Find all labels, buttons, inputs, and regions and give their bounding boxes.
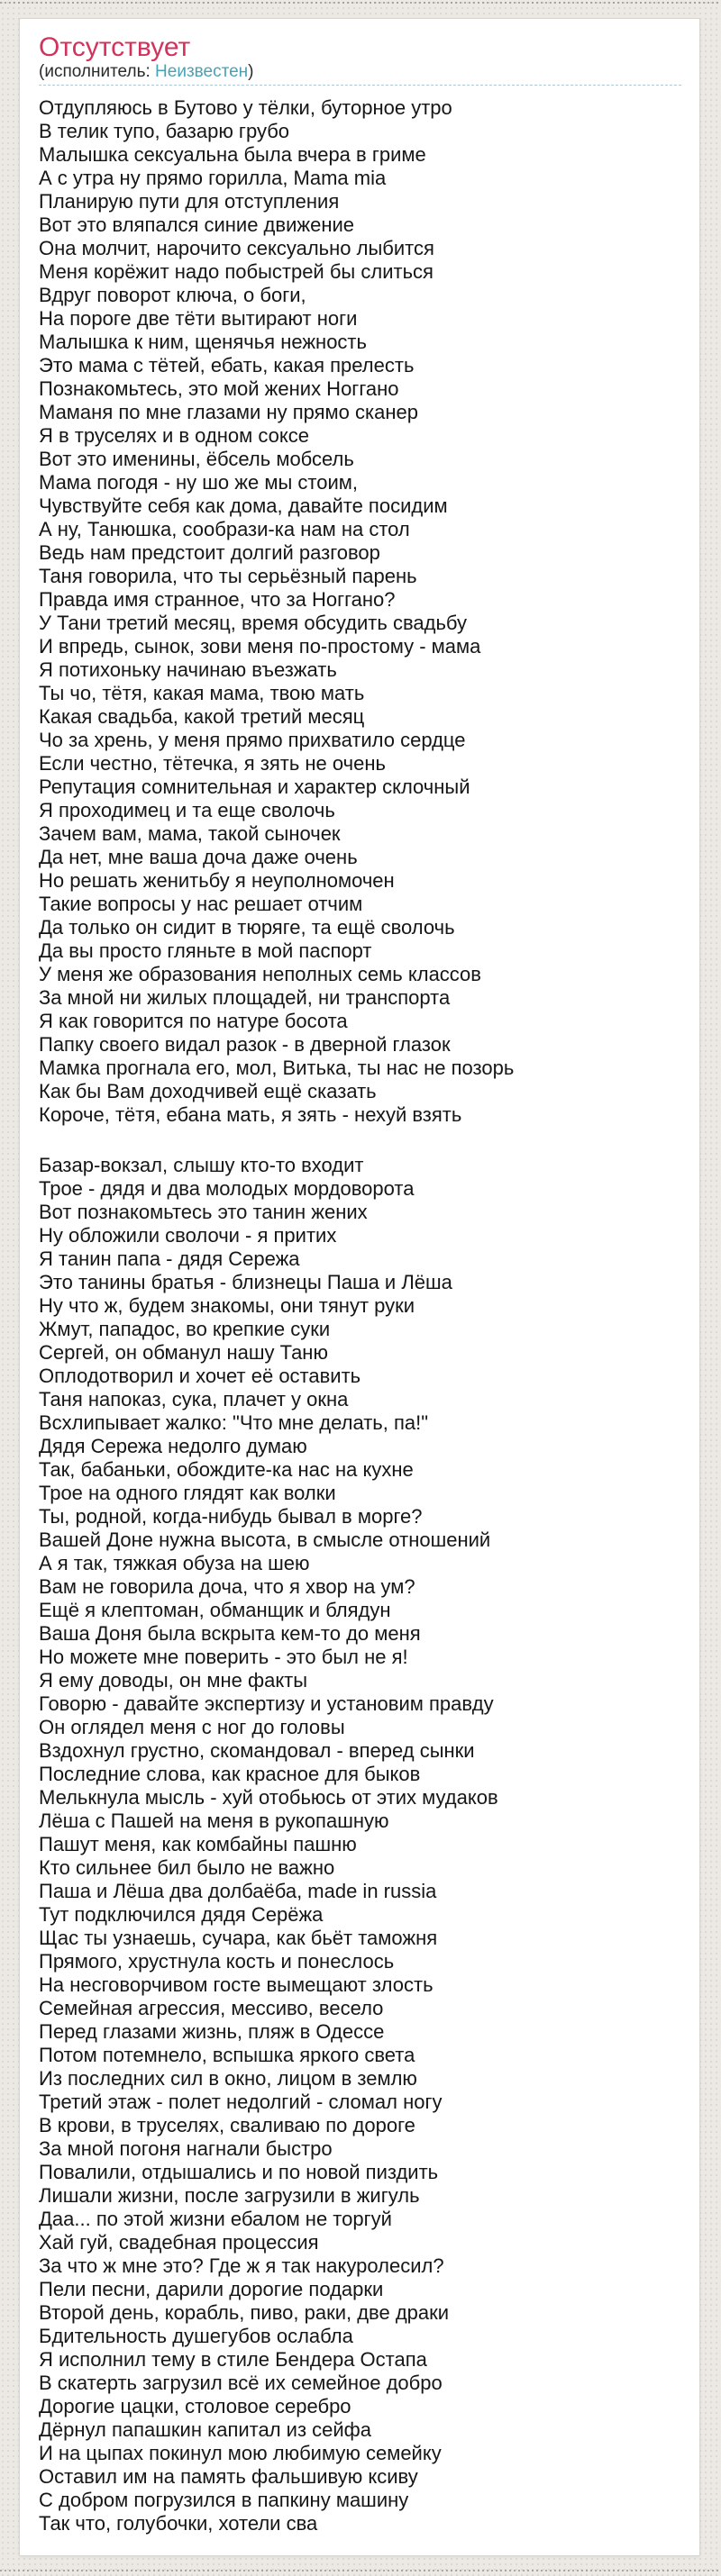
lyric-line: Такие вопросы у нас решает отчим: [39, 893, 363, 915]
lyric-line: Я проходимец и та еще сволочь: [39, 799, 335, 821]
lyric-line: Так что, голубочки, хотели сва: [39, 2512, 318, 2535]
lyric-line: Если честно, тётечка, я зять не очень: [39, 752, 386, 775]
lyric-line: На пороге две тёти вытирают ноги: [39, 307, 358, 330]
lyric-line: Я танин папа - дядя Сережа: [39, 1247, 300, 1270]
artist-line-suffix: ): [248, 62, 254, 81]
lyric-line: Паша и Лёша два долбаёба, made in russia: [39, 1880, 437, 1902]
lyric-line: Базар-вокзал, слышу кто-то входит: [39, 1154, 364, 1176]
lyric-line: Я как говорится по натуре босота: [39, 1010, 348, 1032]
lyric-line: Вашей Доне нужна высота, в смысле отношений: [39, 1528, 491, 1551]
lyric-line: Ведь нам предстоит долгий разговор: [39, 541, 380, 564]
lyric-line: Хай гуй, свадебная процессия: [39, 2231, 319, 2254]
lyric-line: Зачем вам, мама, такой сыночек: [39, 822, 341, 845]
lyric-line: Трое - дядя и два молодых мордоворота: [39, 1177, 415, 1200]
lyric-line: Вздохнул грустно, скомандовал - вперед сынки: [39, 1739, 475, 1762]
lyric-line: Но решать женитьбу я неуполномочен: [39, 869, 395, 892]
lyric-line: И на цыпах покинул мою любимую семейку: [39, 2442, 442, 2464]
lyric-line: Это мама с тётей, ебать, какая прелесть: [39, 354, 415, 376]
lyric-line: Так, бабаньки, обождите-ка нас на кухне: [39, 1458, 414, 1481]
lyric-line: Третий этаж - полет недолгий - сломал ногу: [39, 2091, 443, 2113]
lyric-line: Пели песни, дарили дорогие подарки: [39, 2278, 384, 2300]
lyric-line: Пашут меня, как комбайны пашню: [39, 1833, 357, 1855]
lyric-line: За мной ни жилых площадей, ни транспорта: [39, 986, 451, 1009]
lyric-line: На несговорчивом госте вымещают злость: [39, 1973, 434, 1996]
lyric-line: Да нет, мне ваша доча даже очень: [39, 846, 358, 868]
artist-label: (исполнитель:: [39, 62, 151, 81]
lyric-line: Повалили, отдышались и по новой пиздить: [39, 2161, 439, 2183]
lyric-line: Да вы просто гляньте в мой паспорт: [39, 939, 372, 962]
lyrics-card: [19, 18, 700, 2556]
lyric-line: А с утра ну прямо горилла, Mama mia: [39, 167, 387, 189]
stanza-1: [39, 96, 681, 1127]
lyric-line: За мной погоня нагнали быстро: [39, 2137, 333, 2160]
lyric-line: Трое на одного глядят как волки: [39, 1482, 336, 1504]
lyric-line: Всхлипывает жалко: "Что мне делать, па!": [39, 1411, 429, 1434]
lyric-line: Какая свадьба, какой третий месяц: [39, 705, 365, 728]
lyric-line: Это танины братья - близнецы Паша и Лёша: [39, 1271, 452, 1293]
lyric-line: Вдруг поворот ключа, о боги,: [39, 284, 306, 306]
lyric-line: Бдительность душегубов ослабла: [39, 2325, 353, 2347]
lyric-line: Чувствуйте себя как дома, давайте посидим: [39, 494, 448, 517]
lyric-line: Потом потемнело, вспышка яркого света: [39, 2044, 415, 2066]
lyric-line: Оставил им на память фальшивую ксиву: [39, 2465, 418, 2488]
lyric-line: В крови, в труселях, сваливаю по дороге: [39, 2114, 415, 2136]
lyric-line: И впредь, сынок, зови меня по-простому - мама: [39, 635, 481, 658]
lyric-line: Я ему доводы, он мне факты: [39, 1669, 308, 1692]
lyric-line: Но можете мне поверить - это был не я!: [39, 1646, 408, 1668]
lyric-line: Дядя Сережа недолго думаю: [39, 1435, 307, 1457]
lyric-line: Дорогие цацки, столовое серебро: [39, 2395, 351, 2417]
lyric-line: Чо за хрень, у меня прямо прихватило сердце: [39, 729, 466, 751]
lyric-line: Прямого, хрустнула кость и понеслось: [39, 1950, 395, 1973]
lyric-line: Перед глазами жизнь, пляж в Одессе: [39, 2020, 385, 2043]
lyric-line: Да только он сидит в тюряге, та ещё сволочь: [39, 916, 455, 939]
lyric-line: Малышка сексуальна была вчера в гриме: [39, 143, 426, 166]
lyric-line: Она молчит, нарочито сексуально лыбится: [39, 237, 434, 259]
lyric-line: Из последних сил в окно, лицом в землю: [39, 2067, 417, 2090]
lyric-line: Ты, родной, когда-нибудь бывал в морге?: [39, 1505, 423, 1528]
lyric-line: Вот познакомьтесь это танин жених: [39, 1201, 368, 1223]
lyric-line: Вам не говорила доча, что я хвор на ум?: [39, 1575, 415, 1598]
lyric-line: Он оглядел меня с ног до головы: [39, 1716, 345, 1738]
lyric-line: Кто сильнее бил было не важно: [39, 1856, 335, 1879]
lyric-line: А я так, тяжкая обуза на шею: [39, 1552, 310, 1574]
lyric-line: За что ж мне это? Где ж я так накуролесил?: [39, 2254, 444, 2277]
lyric-line: Мелькнула мысль - хуй отобьюсь от этих мудаков: [39, 1786, 498, 1809]
lyric-line: Оплодотворил и хочет её оставить: [39, 1365, 361, 1387]
lyric-line: Семейная агрессия, мессиво, весело: [39, 1997, 384, 2019]
lyric-line: Жмут, пападос, во крепкие суки: [39, 1318, 331, 1340]
lyric-line: Сергей, он обманул нашу Таню: [39, 1341, 328, 1364]
lyric-line: Вот это вляпался синие движение: [39, 213, 354, 236]
lyric-line: Таня напоказ, сука, плачет у окна: [39, 1388, 349, 1410]
lyric-line: Папку своего видал разок - в дверной глазок: [39, 1033, 451, 1056]
lyric-line: С добром погрузился в папкину машину: [39, 2489, 409, 2511]
lyric-line: Тут подключился дядя Серёжа: [39, 1903, 324, 1926]
lyric-line: Я исполнил тему в стиле Бендера Остапа: [39, 2348, 427, 2371]
lyric-line: Ну что ж, будем знакомы, они тянут руки: [39, 1294, 415, 1317]
lyric-line: Ну обложили сволочи - я притих: [39, 1224, 337, 1247]
lyric-line: Короче, тётя, ебана мать, я зять - нехуй взять: [39, 1103, 462, 1126]
song-title: Отсутствует: [39, 32, 191, 62]
lyric-line: Маманя по мне глазами ну прямо сканер: [39, 401, 418, 423]
lyric-line: Последние слова, как красное для быков: [39, 1763, 421, 1785]
lyric-line: В скатерть загрузил всё их семейное добро: [39, 2372, 443, 2394]
lyric-line: Познакомьтесь, это мой жених Ноггано: [39, 377, 399, 400]
lyric-line: Репутация сомнительная и характер склочный: [39, 776, 470, 798]
lyric-line: Мамка прогнала его, мол, Витька, ты нас не позорь: [39, 1057, 515, 1079]
lyric-line: Я в труселях и в одном соксе: [39, 424, 309, 447]
lyric-line: Лишали жизни, после загрузили в жигуль: [39, 2184, 420, 2207]
lyric-line: У меня же образования неполных семь классов: [39, 963, 481, 985]
lyric-line: Ваша Доня была вскрыта кем-то до меня: [39, 1622, 421, 1645]
background-dotted-line-top: [0, 2, 721, 4]
lyrics-text: [39, 96, 681, 2535]
lyric-line: Планирую пути для отступления: [39, 190, 340, 213]
lyric-line: Ещё я клептоман, обманщик и блядун: [39, 1599, 391, 1621]
lyric-line: Таня говорила, что ты серьёзный парень: [39, 565, 417, 587]
lyric-line: В телик тупо, базарю грубо: [39, 120, 290, 142]
lyric-line: Правда имя странное, что за Ноггано?: [39, 588, 396, 611]
artist-line: [39, 62, 681, 82]
lyric-line: У Тани третий месяц, время обсудить свадьбу: [39, 612, 468, 634]
lyric-line: Как бы Вам доходчивей ещё сказать: [39, 1080, 377, 1102]
lyric-line: А ну, Танюшка, сообрази-ка нам на стол: [39, 518, 410, 540]
lyric-line: Лёша с Пашей на меня в рукопашную: [39, 1810, 389, 1832]
lyric-line: Щас ты узнаешь, сучара, как бьёт таможня: [39, 1927, 438, 1949]
lyric-line: Ты чо, тётя, какая мама, твою мать: [39, 682, 365, 704]
lyric-line: Даа... по этой жизни ебалом не торгуй: [39, 2208, 392, 2230]
lyric-line: Дёрнул папашкин капитал из сейфа: [39, 2418, 372, 2441]
lyric-line: Говорю - давайте экспертизу и установим правду: [39, 1692, 494, 1715]
lyric-line: Вот это именины, ёбсель мобсель: [39, 448, 354, 470]
lyric-line: Второй день, корабль, пиво, раки, две драки: [39, 2301, 450, 2324]
background-dotted-line-bottom: [0, 2570, 721, 2571]
song-header: [39, 33, 681, 86]
lyric-line: Малышка к ним, щенячья нежность: [39, 331, 367, 353]
stanza-2: [39, 1154, 681, 2535]
lyric-line: Мама погодя - ну шо же мы стоим,: [39, 471, 358, 494]
lyric-line: Меня корёжит надо побыстрей бы слиться: [39, 260, 434, 283]
lyric-line: Я потихоньку начинаю въезжать: [39, 658, 337, 681]
artist-link[interactable]: Неизвестен: [155, 62, 249, 81]
lyric-line: Отдупляюсь в Бутово у тёлки, буторное утро: [39, 96, 452, 119]
